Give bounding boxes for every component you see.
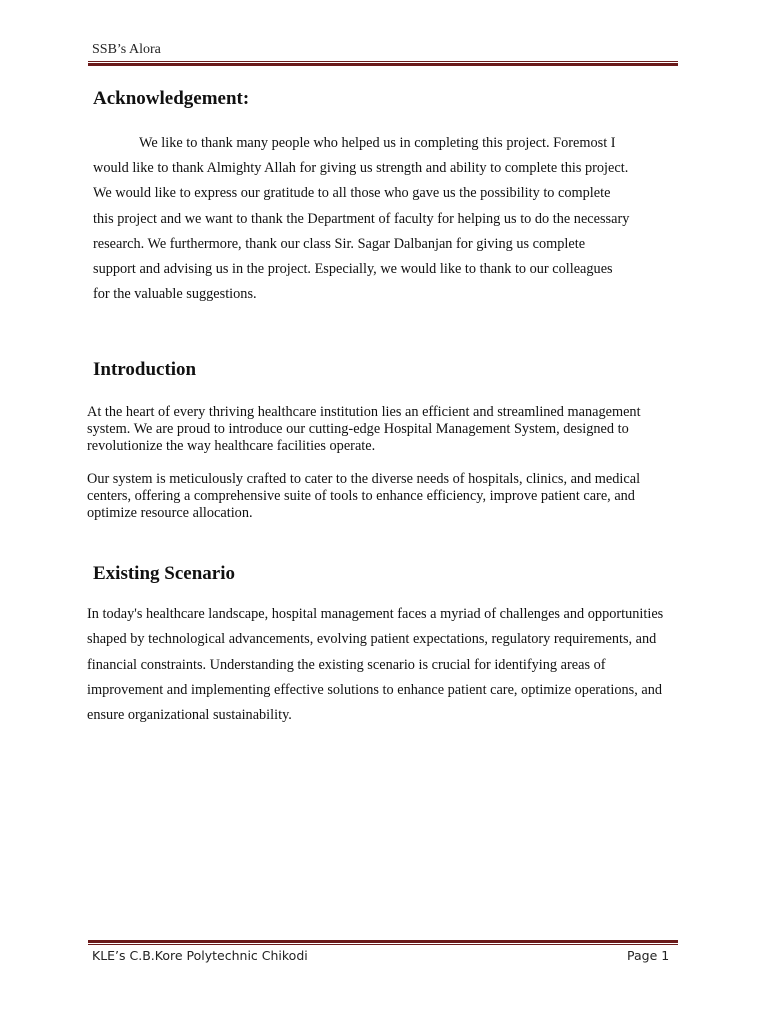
ack-line: for the valuable suggestions. [93,286,257,303]
ack-line: We like to thank many people who helped us in completing this project. Foremost I [139,135,616,151]
footer-institution: KLE’s C.B.Kore Polytechnic Chikodi [92,948,308,963]
intro-line: optimize resource allocation. [87,505,253,521]
ack-line: We would like to express our gratitude to all those who gave us the possibility to complete [93,185,611,202]
page-header: SSB’s Alora [92,42,161,57]
scenario-line: improvement and implementing effective solutions to enhance patient care, optimize operations, and [87,681,663,698]
intro-line: system. We are proud to introduce our cutting-edge Hospital Management System, designed to [87,421,629,437]
introduction-heading: Introduction [93,359,197,380]
introduction-paragraph-1 [87,404,727,455]
existing-scenario-heading: Existing Scenario [93,563,235,584]
intro-line: revolutionize the way healthcare facilities operate. [87,438,376,454]
footer-rule [88,940,678,945]
intro-line: centers, offering a comprehensive suite of tools to enhance efficiency, improve patient care, and [87,488,635,504]
ack-line: research. We furthermore, thank our class Sir. Sagar Dalbanjan for giving us complete [93,235,586,252]
scenario-line: financial constraints. Understanding the existing scenario is crucial for identifying areas of [87,656,606,673]
scenario-line: ensure organizational sustainability. [87,707,292,724]
intro-line: Our system is meticulously crafted to cater to the diverse needs of hospitals, clinics, and medical [87,471,641,487]
scenario-line: shaped by technological advancements, evolving patient expectations, regulatory requirements, and [87,631,657,648]
header-rule [88,61,678,66]
footer-page-number: Page 1 [627,948,670,963]
ack-line: this project and we want to thank the Department of faculty for helping us to do the necessary [93,210,630,227]
acknowledgement-heading: Acknowledgement: [93,88,250,109]
intro-line: At the heart of every thriving healthcare institution lies an efficient and streamlined management [87,404,641,420]
ack-line: would like to thank Almighty Allah for giving us strength and ability to complete this project. [93,160,629,177]
scenario-line: In today's healthcare landscape, hospital management faces a myriad of challenges and opportunities [87,606,664,622]
existing-scenario-paragraph [87,602,727,728]
ack-line: support and advising us in the project. Especially, we would like to thank to our colleagues [93,261,613,278]
introduction-paragraph-2 [87,471,727,522]
acknowledgement-paragraph [93,131,693,307]
